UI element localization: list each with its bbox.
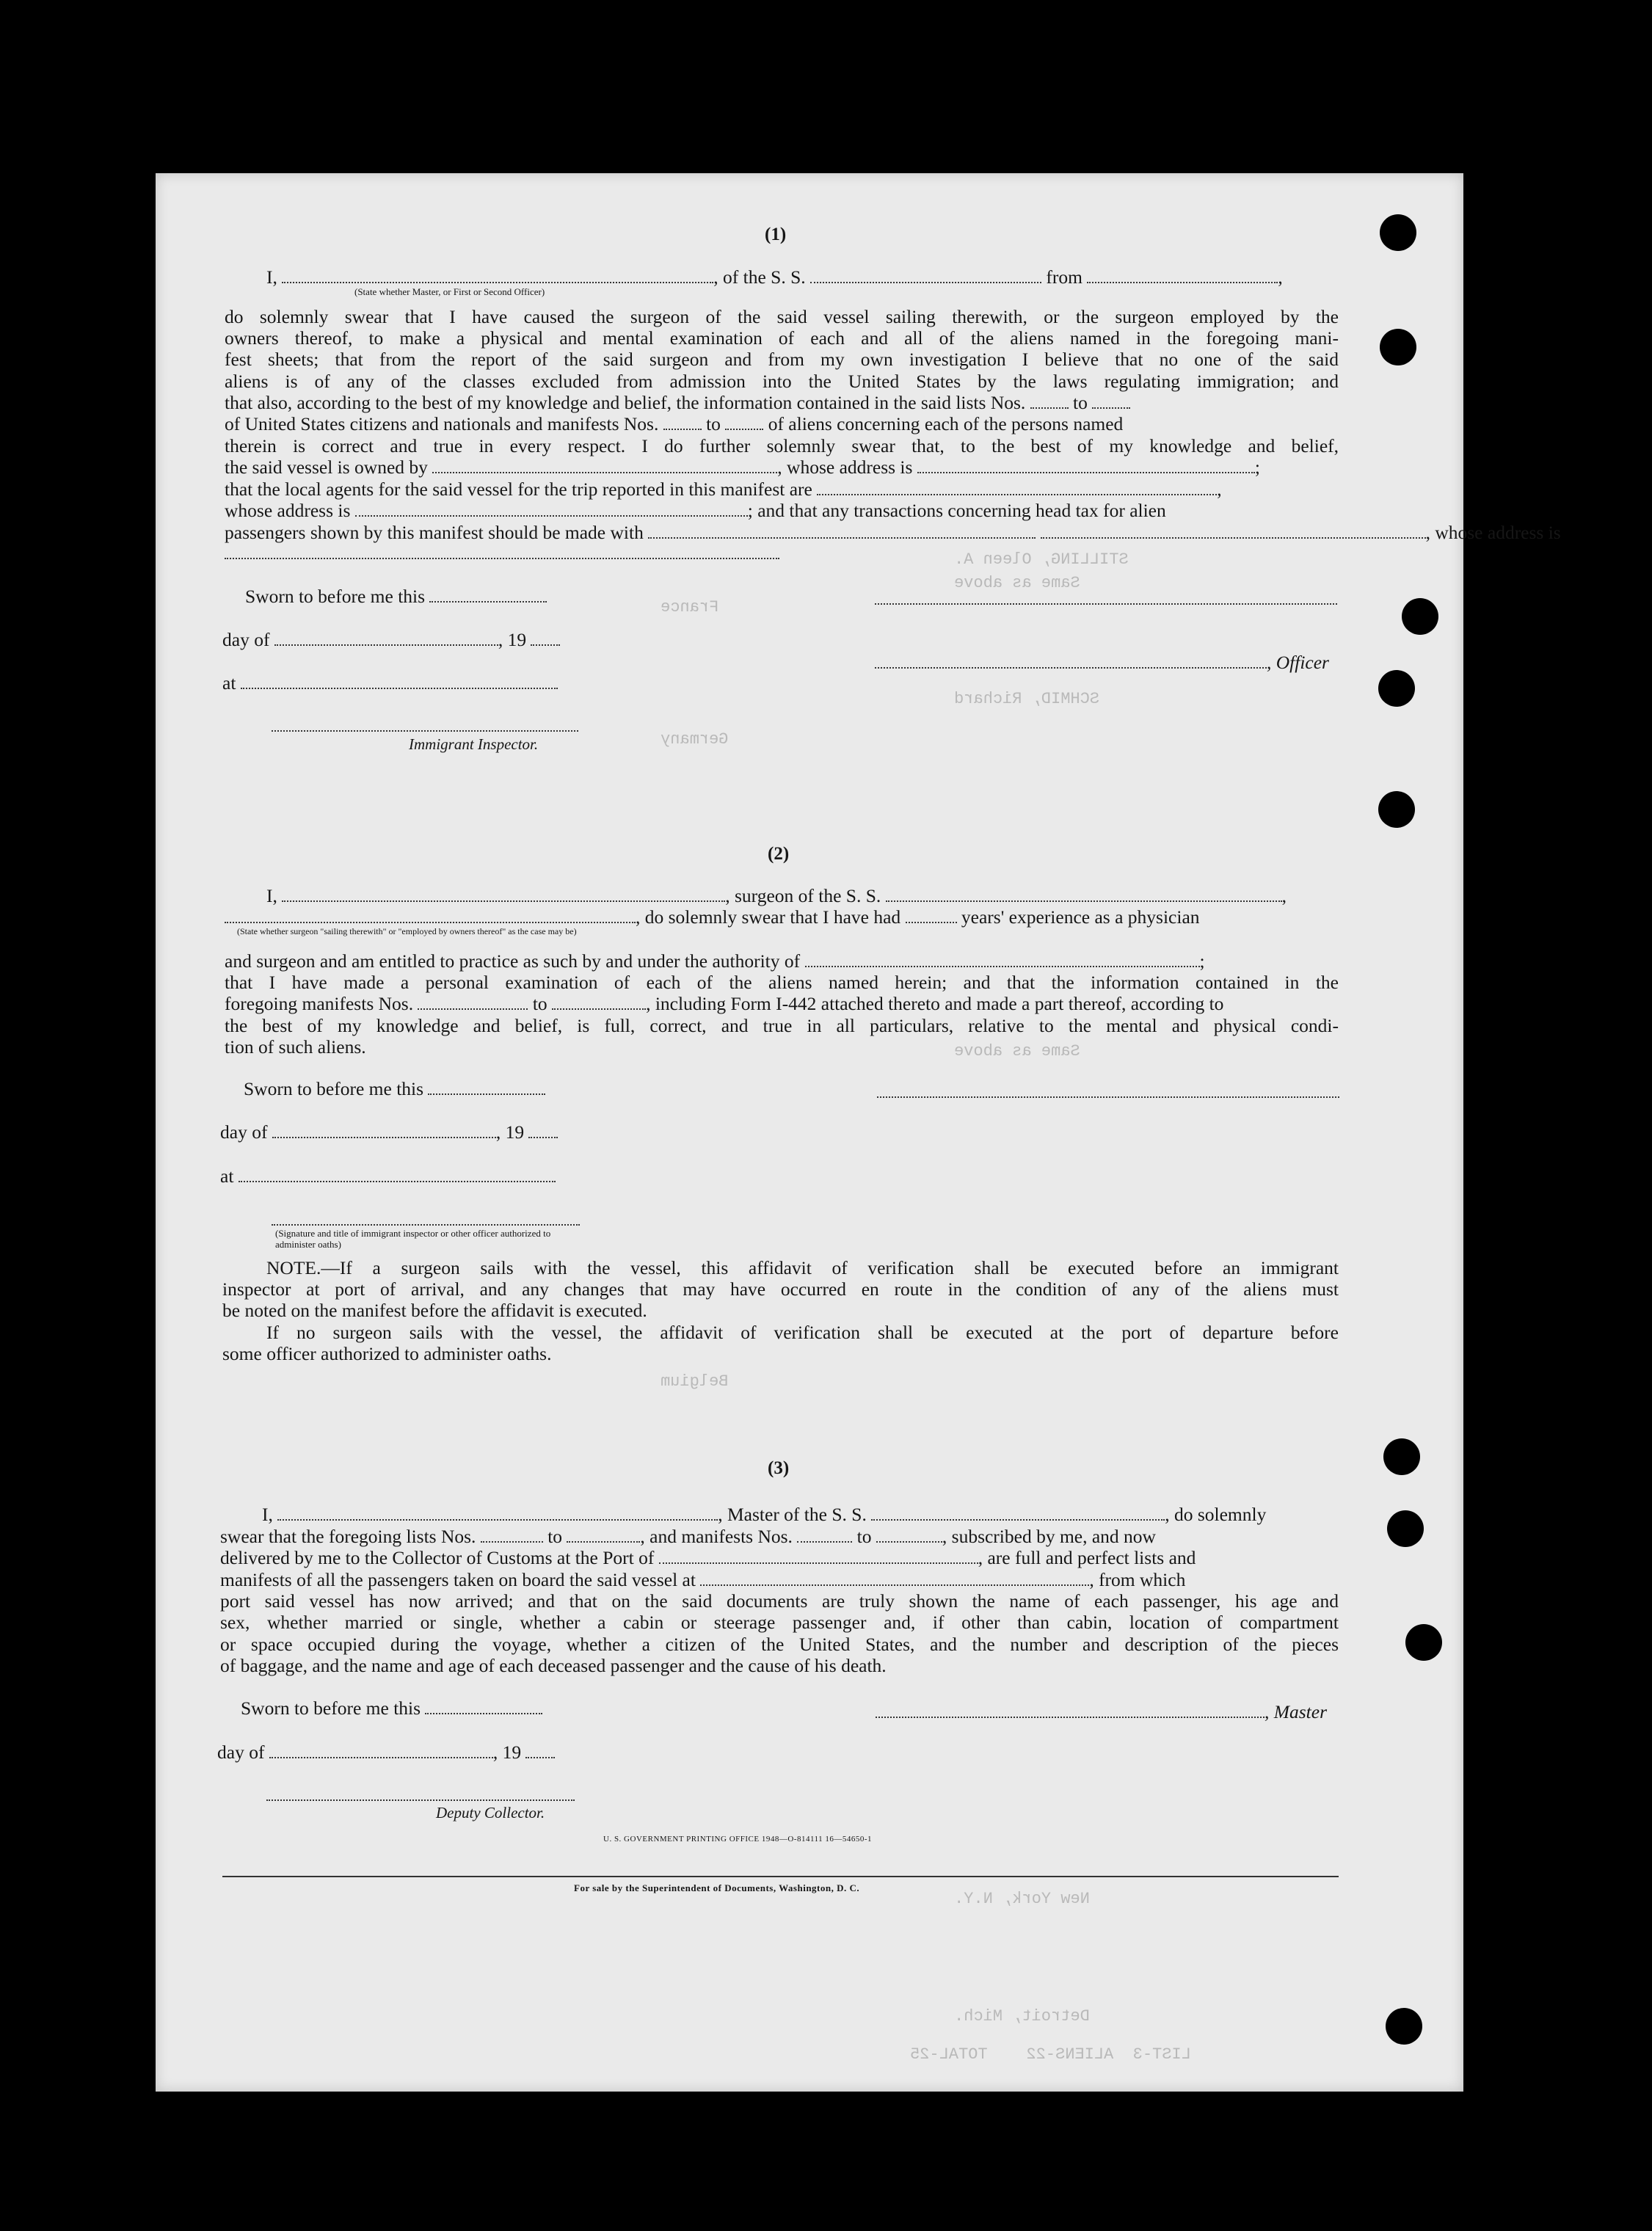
- blank-field[interactable]: [876, 1702, 1265, 1718]
- section-number: (1): [765, 225, 787, 244]
- blank-field[interactable]: [1030, 393, 1069, 409]
- blank-field[interactable]: [225, 907, 636, 923]
- blank-field[interactable]: [241, 673, 558, 689]
- oath-paragraph-line: that also, according to the best of my knowledge and belief, the information contained in the said lists Nos. to: [225, 392, 1130, 414]
- date-line: day of , 19: [217, 1742, 555, 1764]
- signature-line[interactable]: [266, 1799, 575, 1801]
- blank-field[interactable]: [1041, 523, 1426, 539]
- blank-field[interactable]: [817, 479, 1217, 495]
- bleed-through-text: Detroit, Mich.: [954, 2007, 1090, 2026]
- blank-field[interactable]: [700, 1570, 1089, 1586]
- blank-field[interactable]: [481, 1526, 543, 1543]
- note-line: If no surgeon sails with the vessel, the affidavit of verification shall be executed at the port of departure before: [266, 1322, 1339, 1343]
- blank-field[interactable]: [355, 501, 748, 517]
- printing-office-line: U. S. GOVERNMENT PRINTING OFFICE 1948—O-814111 16—54650-1: [603, 1835, 873, 1844]
- blank-field[interactable]: [810, 267, 1041, 283]
- note-line: be noted on the manifest before the affidavit is executed.: [222, 1300, 647, 1321]
- blank-field[interactable]: [725, 414, 763, 430]
- oath-paragraph-line: passengers shown by this manifest should be made with , whose address is: [225, 522, 1561, 543]
- bleed-through-text: Same as above: [954, 1042, 1080, 1060]
- sworn-label: Sworn to before me this: [244, 1078, 545, 1100]
- blank-field[interactable]: [797, 1526, 852, 1543]
- blank-field[interactable]: [906, 907, 957, 923]
- blank-field[interactable]: [525, 1742, 555, 1758]
- blank-field[interactable]: [282, 886, 725, 902]
- blank-field[interactable]: [274, 630, 498, 646]
- signature-line[interactable]: [875, 603, 1337, 605]
- bleed-through-text: STILLING, Oleen A.: [954, 550, 1129, 569]
- blank-field[interactable]: [805, 951, 1200, 967]
- oath-paragraph-line: manifests of all the passengers taken on board the said vessel at , from which: [220, 1569, 1186, 1590]
- oath-paragraph-line: port said vessel has now arrived; and that on the said documents are truly shown the name of each passenger, his age and: [220, 1590, 1339, 1612]
- deputy-caption: Deputy Collector.: [436, 1804, 545, 1821]
- oath-paragraph-line: owners thereof, to make a physical and mental examination of each and all of the aliens named in the foregoing mani-: [225, 327, 1339, 349]
- oath-paragraph-line: swear that the foregoing lists Nos. to , and manifests Nos. to , subscribed by me, and now: [220, 1526, 1156, 1547]
- sworn-label: Sworn to before me this: [241, 1697, 542, 1719]
- blank-field[interactable]: [432, 457, 777, 473]
- blank-field[interactable]: [875, 652, 1267, 669]
- inspector-caption: Immigrant Inspector.: [409, 735, 539, 753]
- oath-paragraph-line: of United States citizens and nationals and manifests Nos. to of aliens concerning each of the persons named: [225, 413, 1124, 434]
- oath-paragraph-line: the best of my knowledge and belief, is full, correct, and true in all particulars, relative to the mental and physical condi-: [225, 1015, 1339, 1036]
- blank-field[interactable]: [659, 1548, 978, 1564]
- oath-line: , do solemnly swear that I have had years' experience as a physician: [225, 906, 1200, 928]
- punch-hole: [1405, 1624, 1442, 1661]
- oath-paragraph-line: therein is correct and true in every respect. I do further solemnly swear that, to the best of my knowledge and belief,: [225, 435, 1339, 456]
- bleed-through-text: France: [661, 598, 719, 616]
- blank-field[interactable]: [567, 1526, 640, 1543]
- blank-field[interactable]: [225, 558, 779, 559]
- section-number: (3): [768, 1458, 790, 1478]
- date-line: day of , 19: [220, 1121, 558, 1143]
- blank-field[interactable]: [429, 586, 547, 603]
- bleed-through-text: Germany: [661, 730, 729, 749]
- for-sale-line: For sale by the Superintendent of Documents, Washington, D. C.: [574, 1882, 860, 1893]
- field-caption: (State whether surgeon "sailing therewith" or "employed by owners thereof" as the case may be): [237, 926, 577, 936]
- punch-hole: [1378, 791, 1415, 828]
- oath-line: I, , Master of the S. S. , do solemnly: [262, 1504, 1267, 1525]
- oath-paragraph-line: delivered by me to the Collector of Customs at the Port of , are full and perfect lists and: [220, 1547, 1196, 1568]
- blank-field[interactable]: [239, 1166, 556, 1182]
- punch-hole: [1387, 1510, 1424, 1547]
- blank-field[interactable]: [1087, 267, 1278, 283]
- note-line: inspector at port of arrival, and any changes that may have occurred en route in the condition of any of the aliens must: [222, 1278, 1339, 1300]
- blank-field[interactable]: [418, 994, 528, 1010]
- blank-field[interactable]: [528, 1122, 558, 1138]
- blank-field[interactable]: [269, 1742, 493, 1758]
- place-line: at: [222, 672, 558, 694]
- oath-paragraph-line: that I have made a personal examination of each of the aliens named herein; and that the information contained in the: [225, 972, 1339, 993]
- date-line: day of , 19: [222, 629, 560, 651]
- oath-paragraph-line: whose address is ; and that any transactions concerning head tax for alien: [225, 500, 1166, 521]
- punch-hole: [1378, 670, 1415, 707]
- signature-caption: (Signature and title of immigrant inspector or other officer authorized to administer oaths): [275, 1228, 551, 1250]
- oath-paragraph-line: or space occupied during the voyage, whether a citizen of the United States, and the number and description of the pieces: [220, 1634, 1339, 1655]
- bleed-through-text: SCHMID, Richard: [954, 690, 1100, 708]
- bleed-through-text: Belgium: [661, 1372, 729, 1391]
- blank-field[interactable]: [272, 1122, 496, 1138]
- blank-field[interactable]: [648, 523, 1036, 539]
- section-number: (2): [768, 844, 790, 864]
- signature-line[interactable]: [272, 730, 578, 732]
- blank-field[interactable]: [531, 630, 560, 646]
- signature-line[interactable]: [272, 1224, 580, 1226]
- blank-field[interactable]: [871, 1504, 1165, 1521]
- oath-paragraph-line: the said vessel is owned by , whose address is ;: [225, 456, 1260, 478]
- oath-paragraph-line: do solemnly swear that I have caused the surgeon of the said vessel sailing therewith, or the surgeon employed by the: [225, 306, 1339, 327]
- punch-hole: [1380, 329, 1416, 365]
- blank-field[interactable]: [917, 457, 1255, 473]
- blank-field[interactable]: [886, 886, 1282, 902]
- punch-hole: [1380, 214, 1416, 251]
- oath-paragraph-line: sex, whether married or single, whether a cabin or steerage passenger and, if other than cabin, location of compartment: [220, 1612, 1339, 1633]
- place-line: at: [220, 1165, 556, 1187]
- punch-hole: [1386, 2008, 1422, 2045]
- punch-hole: [1402, 598, 1438, 635]
- note-line: some officer authorized to administer oaths.: [222, 1343, 552, 1364]
- blank-field[interactable]: [1092, 393, 1130, 409]
- bleed-through-text: New York, N.Y.: [954, 1890, 1090, 1908]
- footer-rule: [222, 1876, 1339, 1877]
- signature-line[interactable]: [877, 1096, 1339, 1098]
- blank-field[interactable]: [428, 1079, 545, 1095]
- oath-paragraph-line: fest sheets; that from the report of the said surgeon and from my own investigation I believe that no one of the said: [225, 349, 1339, 370]
- punch-hole: [1383, 1438, 1420, 1475]
- blank-field[interactable]: [663, 414, 702, 430]
- oath-paragraph-line: tion of such aliens.: [225, 1036, 366, 1058]
- officer-line: , Officer: [875, 652, 1329, 674]
- oath-paragraph-line: foregoing manifests Nos. to , including Form I-442 attached thereto and made a part thereof, according to: [225, 993, 1224, 1014]
- oath-line: I, , surgeon of the S. S. ,: [266, 885, 1287, 906]
- bleed-through-text: Same as above: [954, 574, 1080, 592]
- blank-field[interactable]: [552, 994, 646, 1010]
- sworn-label: Sworn to before me this: [245, 586, 547, 608]
- blank-field[interactable]: [876, 1526, 942, 1543]
- blank-field[interactable]: [277, 1504, 718, 1521]
- oath-line: I, , of the S. S. from ,: [266, 266, 1283, 288]
- oath-paragraph-line: of baggage, and the name and age of each deceased passenger and the cause of his death.: [220, 1655, 887, 1676]
- note-line: NOTE.—If a surgeon sails with the vessel, this affidavit of verification shall be executed before an immigrant: [266, 1257, 1339, 1278]
- bleed-through-text: LIST-3 ALIENS-22 TOTAL-25: [910, 2045, 1191, 2064]
- oath-paragraph-line: that the local agents for the said vessel for the trip reported in this manifest are ,: [225, 478, 1222, 500]
- oath-paragraph-line: aliens is of any of the classes excluded from admission into the United States by the laws regulating immigration; and: [225, 371, 1339, 392]
- blank-field[interactable]: [425, 1698, 542, 1714]
- field-caption: (State whether Master, or First or Second Officer): [354, 286, 545, 297]
- master-line: , Master: [876, 1701, 1327, 1723]
- blank-field[interactable]: [282, 267, 713, 283]
- oath-paragraph-line: and surgeon and am entitled to practice as such by and under the authority of ;: [225, 950, 1205, 972]
